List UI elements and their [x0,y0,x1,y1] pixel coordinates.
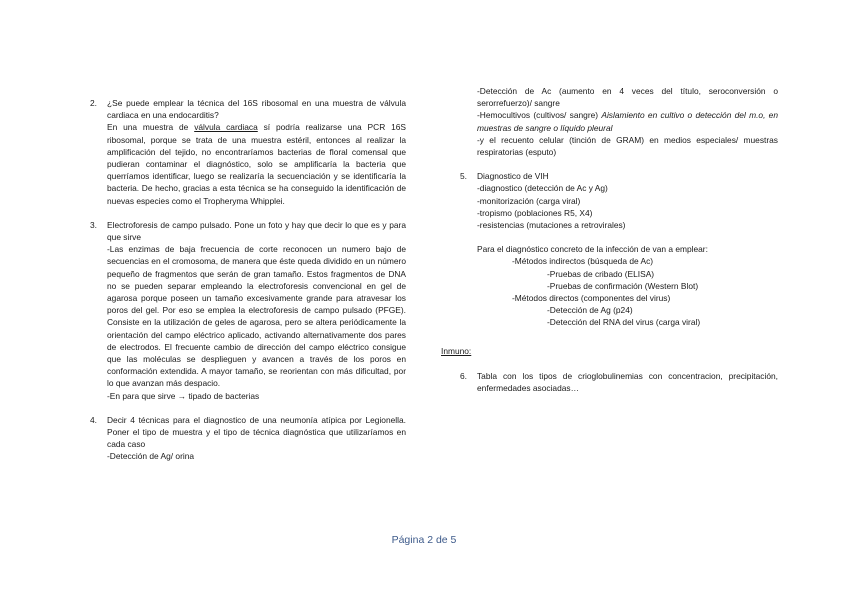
page-number-footer: Página 2 de 5 [391,534,457,546]
question-title: Electroforesis de campo pulsado. Pone un foto y hay que decir lo que es y para que sirve [107,219,406,243]
technique-italic-text: Aislamiento en cultivo o detección del m.o, en muestras de sangre o líquido pleural [477,110,778,133]
technique-item [477,109,778,133]
question-number: 4. [90,414,97,425]
question-number: 3. [90,219,97,230]
vih-item: -diagnostico (detección de Ac y Ag) [477,183,608,194]
question-4-continued [460,85,778,158]
diagnosis-intro: Para el diagnóstico concreto de la infección de van a emplear: [477,244,708,255]
answer-rest: sí podría realizarse una PCR 16S ribosomal, porque se trata de una muestra estéril, entonces al realizar la amplificación del tejido, no encontraríamos bacterias de floral comensal que pudieran contaminar el diagnóstico, solo se amplificaría la bacteria que querríamos identificar, luego se realizaría la secuenciación y se identificaría la bacteria. De hecho, gracias a esta técnica se ha conseguido la identificación de nuevas especies como el Tropheryma Whipplei. [107,122,406,206]
question-2 [90,97,406,207]
indirect-method-item: -Pruebas de cribado (ELISA) [547,268,655,279]
vih-item: -monitorización (carga viral) [477,195,581,206]
indirect-methods: -Métodos indirectos (búsqueda de Ac) [512,256,654,267]
direct-methods: -Métodos directos (componentes del virus) [512,293,671,304]
question-number: 2. [90,98,97,108]
question-5 [460,170,778,328]
question-title: ¿Se puede emplear la técnica del 16S ribosomal en una muestra de válvula cardiaca en una endocarditis? [107,98,406,121]
question-title: Diagnostico de VIH [477,171,549,182]
answer-prefix: En una muestra de [107,122,195,133]
question-answer [107,121,406,206]
question-6 [460,370,778,394]
question-use: -En para que sirve → tipado de bacterias [107,390,260,401]
question-title: Tabla con los tipos de crioglobulinemias con concentracion, precipitación, enfermedades asociadas… [477,371,778,394]
vih-item: -resistencias (mutaciones a retrovirales) [477,220,626,231]
question-number: 6. [460,371,467,381]
section-heading-inmuno: Inmuno: [441,346,472,356]
question-6-wrapper [460,370,778,406]
direct-method-item: -Detección del RNA del virus (carga viral) [547,317,701,328]
technique-item: -Detección de Ag/ orina [107,451,195,462]
left-column [90,97,406,475]
technique-item: -Detección de Ac (aumento en 4 veces del título, seroconversión o serorrefuerzo)/ sangre [477,86,778,109]
question-number: 5. [460,171,467,182]
right-column [460,85,778,341]
vih-item: -tropismo (poblaciones R5, X4) [477,207,593,218]
question-4 [90,414,406,463]
question-3 [90,219,406,402]
question-title: Decir 4 técnicas para el diagnostico de una neumonía atípica por Legionella. Poner el tipo de muestra y el tipo de técnica diagnóstica que utilizaríamos en cada caso [107,414,406,450]
question-answer: -Las enzimas de baja frecuencia de corte reconocen un numero bajo de secuencias en el cromosoma, de manera que éste queda dividido en un número pequeño de fragmentos que serán de gran tamaño. Estos fragmentos de DNA no se pueden separar empleando la electroforesis convencional en gel de agarosa porque poseen un tamaño excesivamente grande para atravesar los poros del gel. Por eso se emplea la electroforesis de campo pulsado (PFGE). Consiste en la utilización de geles de agarosa, pero se altera periódicamente la orientación del campo eléctrico aplicado, activando alternativamente dos pares de electrodos. El frecuente cambio de dirección del campo eléctrico consigue que las moléculas se desplieguen y avancen a través de los poros en conformación extendida. A mayor tamaño, se reorientan con más dificultad, por lo que avanzan más despacio. [107,244,406,389]
underlined-term: válvula cardiaca [194,122,258,133]
technique-item: -y el recuento celular (tinción de GRAM) en medios especiales/ muestras respiratorias (esputo) [477,134,778,158]
indirect-method-item: -Pruebas de confirmación (Western Blot) [547,280,699,291]
direct-method-item: -Detección de Ag (p24) [547,305,633,316]
technique-text: -Hemocultivos (cultivos/ sangre) [477,110,602,121]
